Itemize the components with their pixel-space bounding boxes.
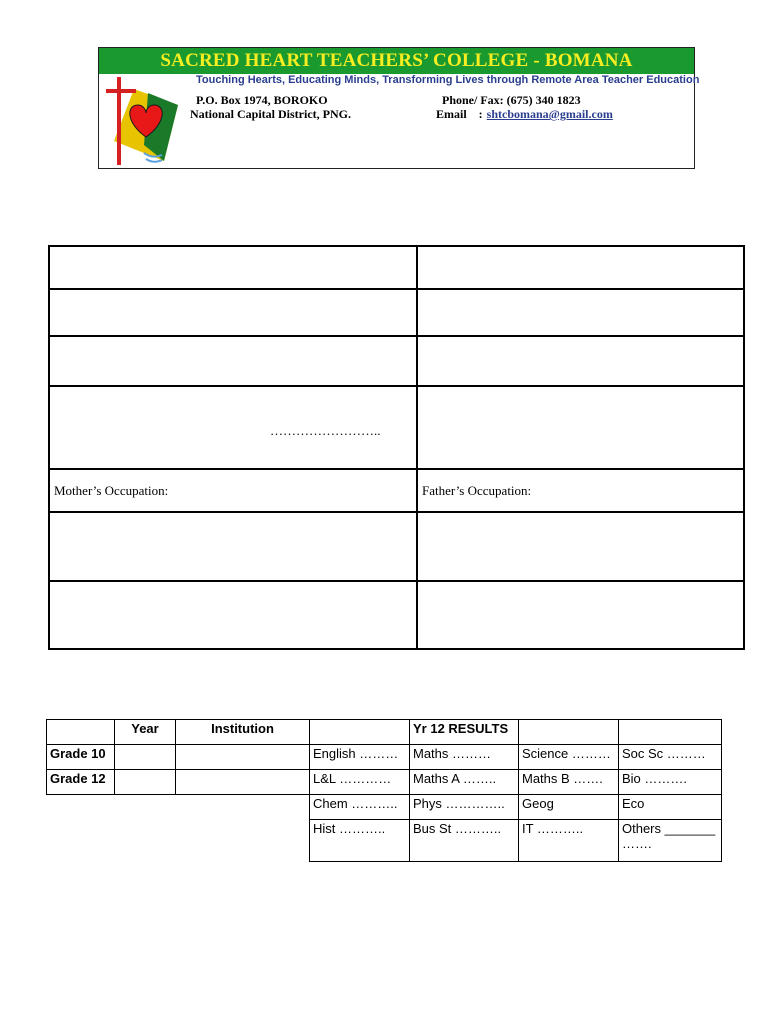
mother-occupation-field[interactable] [49,469,417,512]
dotted-line: …………………….. [270,423,381,438]
subject-cell[interactable]: IT ……….. [519,820,619,862]
spacer-cell [176,820,310,862]
grade-10-year-field[interactable] [115,745,176,770]
subject-cell[interactable]: Science ……… [519,745,619,770]
mother-occupation-label: Mother’s Occupation: [54,482,169,498]
email-label: Email [436,107,467,121]
subject-cell[interactable]: Bio ………. [619,770,722,795]
grade-10-institution-field[interactable] [176,745,310,770]
info-field[interactable] [49,246,417,289]
info-field[interactable] [49,386,417,469]
personal-info-table [48,245,745,650]
spacer-cell [176,795,310,820]
header-year: Year [115,720,176,745]
spacer-cell [115,820,176,862]
tagline: Touching Hearts, Educating Minds, Transforming Lives through Remote Area Teacher Education [196,74,700,86]
subject-cell[interactable]: Chem ……….. [310,795,410,820]
phone-label: Phone/ Fax: [442,93,504,107]
info-field[interactable] [417,386,744,469]
college-name: SACRED HEART TEACHERS’ COLLEGE - BOMANA [99,48,694,74]
subject-cell[interactable]: Geog [519,795,619,820]
grade-10-label: Grade 10 [47,745,115,770]
subject-cell[interactable]: L&L ………… [310,770,410,795]
email-link[interactable]: shtcbomana@gmail.com [486,107,613,121]
spacer-cell [47,820,115,862]
subject-cell[interactable]: English ……… [310,745,410,770]
subject-cell[interactable]: Phys ………….. [410,795,519,820]
father-occupation-field[interactable] [417,469,744,512]
header-cell-empty [310,720,410,745]
grade-12-institution-field[interactable] [176,770,310,795]
info-field[interactable] [417,581,744,649]
info-field[interactable] [417,336,744,386]
header-cell-empty [47,720,115,745]
grade-12-year-field[interactable] [115,770,176,795]
subject-cell[interactable]: Maths A …….. [410,770,519,795]
header-cell-empty [519,720,619,745]
address-line-1: P.O. Box 1974, BOROKO [196,93,328,107]
subject-cell[interactable]: Soc Sc ……… [619,745,722,770]
info-field[interactable] [49,512,417,581]
info-field[interactable] [49,289,417,336]
father-occupation-label: Father’s Occupation: [422,482,532,498]
subject-cell[interactable]: Bus St ……….. [410,820,519,862]
info-field[interactable] [417,289,744,336]
email [436,107,613,122]
results-table [46,719,722,862]
header-cell-empty [619,720,722,745]
subject-cell[interactable]: Eco [619,795,722,820]
email-separator: : [478,107,483,121]
info-field[interactable] [49,336,417,386]
phone [442,93,581,108]
phone-value: (675) 340 1823 [506,93,581,107]
header-institution: Institution [176,720,310,745]
info-field[interactable] [417,246,744,289]
subject-cell[interactable]: Maths B ……. [519,770,619,795]
letterhead [98,47,700,169]
header-yr12-results: Yr 12 RESULTS [410,720,519,745]
spacer-cell [115,795,176,820]
subject-cell[interactable]: Others _______ ……. [619,820,722,862]
grade-12-label: Grade 12 [47,770,115,795]
subject-cell[interactable]: Hist ……….. [310,820,410,862]
info-field[interactable] [49,581,417,649]
address-line-2: National Capital District, PNG. [190,107,351,121]
subject-cell[interactable]: Maths ……… [410,745,519,770]
info-field[interactable] [417,512,744,581]
heart-cross-logo-icon [104,75,182,167]
spacer-cell [47,795,115,820]
